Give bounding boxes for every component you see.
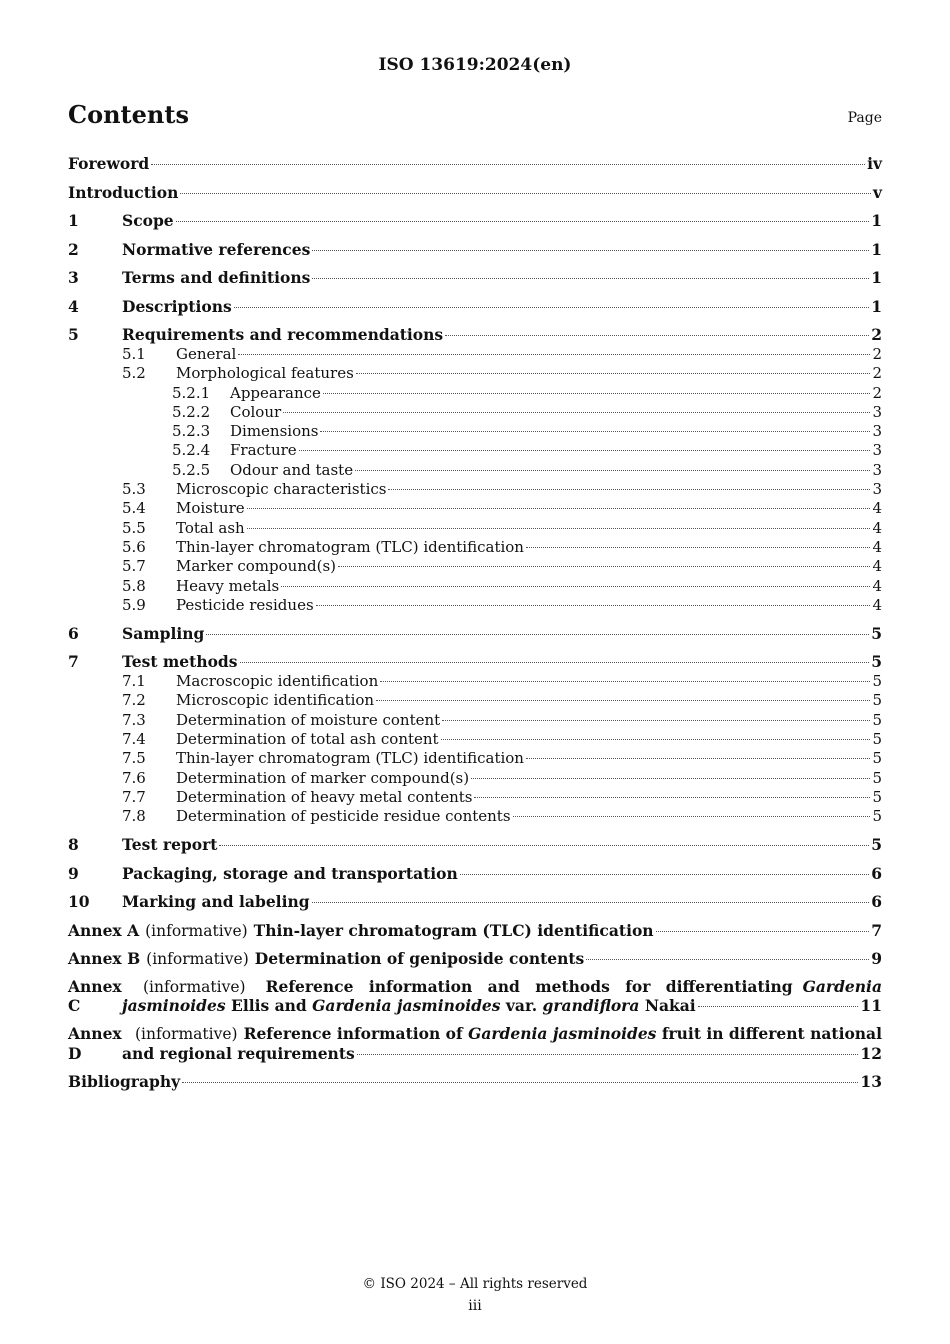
dot-leader <box>586 959 869 960</box>
toc-entry-number: 5.2.1 <box>172 383 211 402</box>
dot-leader <box>513 816 871 817</box>
toc-entry-number: 10 <box>68 892 90 912</box>
annex-title-italic: Gardenia <box>802 976 882 996</box>
toc-entry-number: 7 <box>68 652 79 672</box>
dot-leader <box>526 758 870 759</box>
toc-entry-title: Total ash <box>176 518 245 537</box>
toc-entry-title: Macroscopic identification <box>176 672 379 691</box>
toc-entry[interactable] <box>68 835 882 855</box>
toc-entry-number: 5.2.4 <box>172 441 211 460</box>
toc-entry-page: 2 <box>872 345 882 363</box>
dot-leader <box>471 778 870 779</box>
toc-entry-number: 5 <box>68 325 79 344</box>
toc-entry-number: 7.5 <box>122 749 146 768</box>
toc-entry-number: 5.2.5 <box>172 460 211 479</box>
toc-entry-title: Packaging, storage and transportation <box>122 863 458 883</box>
dot-leader <box>312 278 869 279</box>
toc-entry-number: 6 <box>68 623 79 643</box>
toc-entry-page: 2 <box>872 383 882 402</box>
toc-entry-number: 5.1 <box>122 345 146 363</box>
toc-entry-page: 3 <box>872 422 882 441</box>
toc-entry-page: 5 <box>872 749 882 768</box>
toc-entry-number: 3 <box>68 268 79 287</box>
annex-title-cont: and regional requirements <box>122 1043 355 1063</box>
annex-title: Reference information and methods for differentiating <box>265 976 793 996</box>
toc-entry-number: 5.8 <box>122 576 146 595</box>
toc-entry-number: 5.4 <box>122 499 146 518</box>
toc-entry-page: 1 <box>871 296 882 316</box>
toc-entry-number: 5.7 <box>122 557 146 576</box>
toc-entry[interactable] <box>68 557 882 576</box>
document-id: ISO 13619:2024(en) <box>378 55 572 75</box>
toc-entry-annex-a[interactable] <box>68 921 882 941</box>
toc-entry[interactable] <box>68 691 882 710</box>
dot-leader <box>376 700 870 701</box>
toc-entry[interactable] <box>68 480 882 499</box>
toc-entry-page: 5 <box>871 652 882 672</box>
dot-leader <box>219 845 869 846</box>
toc-entry-page: 2 <box>872 364 882 383</box>
toc-entry-title: Appearance <box>230 383 321 402</box>
toc-entry[interactable] <box>68 422 882 441</box>
annex-informative: (informative) <box>134 1025 238 1044</box>
toc-entry[interactable] <box>68 577 882 596</box>
toc-entry[interactable] <box>68 892 882 912</box>
toc-entry-page: 4 <box>872 537 882 556</box>
toc-entry-page: 4 <box>872 576 882 595</box>
toc-entry-number: 7.2 <box>122 691 146 710</box>
toc-entry[interactable] <box>68 211 882 231</box>
annex-page: 9 <box>871 948 882 968</box>
annex-title-cont: jasminoides Ellis and Gardenia jasminoides var. grandiflora Nakai <box>122 996 696 1016</box>
toc-entry[interactable] <box>68 730 882 749</box>
toc-entry[interactable] <box>68 325 882 345</box>
toc-entry-title: Fracture <box>230 441 297 460</box>
toc-entry-number: 2 <box>68 239 79 259</box>
table-of-contents <box>68 152 882 1092</box>
toc-entry-number: 8 <box>68 835 79 855</box>
dot-leader <box>355 470 870 471</box>
toc-entry-title: Marking and labeling <box>122 892 310 912</box>
dot-leader <box>206 634 869 635</box>
dot-leader <box>240 662 870 663</box>
toc-entry[interactable] <box>68 864 882 884</box>
toc-entry-page: 6 <box>871 863 882 883</box>
toc-entry-title: Test report <box>122 835 218 855</box>
toc-entry-bibliography[interactable] <box>68 1072 882 1092</box>
dot-leader <box>442 720 870 721</box>
toc-entry-title: Descriptions <box>122 296 232 316</box>
toc-entry-title: Determination of pesticide residue contents <box>176 807 511 826</box>
toc-entry-number: 5.9 <box>122 595 146 614</box>
dot-leader <box>460 874 869 875</box>
copyright-footer: © ISO 2024 – All rights reserved <box>362 1276 588 1292</box>
dot-leader <box>312 250 869 251</box>
toc-entry-title: Odour and taste <box>230 460 354 479</box>
toc-entry-page: 2 <box>871 325 882 344</box>
toc-entry-page: 5 <box>872 787 882 806</box>
dot-leader <box>526 547 870 548</box>
toc-entry-page: 3 <box>872 441 882 460</box>
dot-leader <box>180 193 871 194</box>
toc-entry-page: 6 <box>871 892 882 912</box>
toc-entry-number: 5.6 <box>122 537 146 556</box>
toc-entry-annex-c[interactable] <box>68 977 882 1016</box>
toc-entry-title: General <box>176 345 237 363</box>
annex-title: Reference information of Gardenia jasminoides fruit in different national <box>243 1024 882 1044</box>
toc-entry-number: 7.1 <box>122 672 146 691</box>
toc-entry-title: Introduction <box>68 182 179 202</box>
toc-entry[interactable] <box>68 183 882 203</box>
toc-entries <box>68 154 882 912</box>
toc-entry-annex-b[interactable] <box>68 949 882 969</box>
toc-entry-number: 7.4 <box>122 730 146 749</box>
toc-entry-page: 4 <box>872 499 882 518</box>
toc-entry-title: Determination of marker compound(s) <box>176 768 470 787</box>
dot-leader <box>299 450 871 451</box>
dot-leader <box>338 566 870 567</box>
dot-leader <box>234 307 869 308</box>
dot-leader <box>320 431 870 432</box>
toc-entry-page: 5 <box>871 835 882 855</box>
dot-leader <box>182 1082 858 1083</box>
toc-entry[interactable] <box>68 268 882 288</box>
annex-page: 11 <box>860 996 882 1016</box>
toc-entry-number: 5.5 <box>122 518 146 537</box>
toc-entry[interactable] <box>68 441 882 460</box>
dot-leader <box>247 528 871 529</box>
dot-leader <box>441 739 871 740</box>
toc-entry-page: 5 <box>872 807 882 826</box>
annex-page: 12 <box>860 1043 882 1063</box>
toc-entry[interactable] <box>68 538 882 557</box>
toc-entry-title: Morphological features <box>176 364 354 383</box>
toc-entry-title: Bibliography <box>68 1071 181 1091</box>
toc-entry[interactable] <box>68 240 882 260</box>
contents-heading: Contents <box>68 100 189 129</box>
dot-leader <box>656 931 870 932</box>
dot-leader <box>151 164 865 165</box>
annex-label: Annex D <box>68 1024 122 1063</box>
annex-page: 7 <box>871 920 882 940</box>
dot-leader <box>445 335 869 336</box>
toc-entry-title: Heavy metals <box>176 576 280 595</box>
toc-entry-title: Moisture <box>176 499 245 518</box>
dot-leader <box>238 354 870 355</box>
toc-entry[interactable] <box>68 384 882 403</box>
toc-entry[interactable] <box>68 499 882 518</box>
toc-entry-title: Test methods <box>122 652 238 672</box>
toc-entry[interactable] <box>68 788 882 807</box>
toc-entry-title: Microscopic characteristics <box>176 480 387 499</box>
toc-entry-title: Normative references <box>122 239 311 259</box>
dot-leader <box>356 373 871 374</box>
annex-label: Annex C <box>68 976 122 1016</box>
toc-entry[interactable] <box>68 624 882 644</box>
annex-title: Thin-layer chromatogram (TLC) identification <box>253 920 654 940</box>
toc-entry-number: 9 <box>68 863 79 883</box>
toc-entry-annex-d[interactable] <box>68 1024 882 1063</box>
toc-entry[interactable] <box>68 154 882 174</box>
page-number: iii <box>468 1298 482 1314</box>
toc-entry-title: Pesticide residues <box>176 595 314 614</box>
toc-entry-title: Requirements and recommendations <box>122 325 444 344</box>
page-column-label: Page <box>847 110 882 126</box>
annex-informative: (informative) <box>145 921 248 940</box>
toc-entry-title: Microscopic identification <box>176 691 375 710</box>
toc-entry-page: 13 <box>860 1071 882 1091</box>
dot-leader <box>247 508 871 509</box>
toc-entry-title: Colour <box>230 402 282 421</box>
annex-label: Annex A <box>68 920 140 940</box>
toc-entry-title: Determination of heavy metal contents <box>176 787 473 806</box>
toc-entry-title: Thin-layer chromatogram (TLC) identification <box>176 537 524 556</box>
toc-entry-page: 4 <box>872 595 882 614</box>
dot-leader <box>281 586 870 587</box>
toc-entry-number: 1 <box>68 211 79 230</box>
toc-entry[interactable] <box>68 461 882 480</box>
toc-entry-page: iv <box>867 154 882 173</box>
toc-entry-title: Sampling <box>122 623 205 643</box>
dot-leader <box>283 412 870 413</box>
dot-leader <box>380 681 870 682</box>
toc-entry-page: 3 <box>872 402 882 421</box>
toc-entry[interactable] <box>68 596 882 615</box>
toc-entry-page: 5 <box>872 710 882 729</box>
toc-entry-page: 5 <box>872 672 882 691</box>
dot-leader <box>176 221 870 222</box>
dot-leader <box>357 1054 859 1055</box>
toc-entry[interactable] <box>68 364 882 383</box>
toc-entry-title: Foreword <box>68 154 150 173</box>
dot-leader <box>316 605 871 606</box>
dot-leader <box>474 797 870 798</box>
toc-entry-title: Thin-layer chromatogram (TLC) identification <box>176 749 524 768</box>
dot-leader <box>312 902 870 903</box>
toc-entry-title: Marker compound(s) <box>176 557 336 576</box>
toc-entry[interactable] <box>68 711 882 730</box>
toc-entry-page: 1 <box>871 268 882 287</box>
toc-entry[interactable] <box>68 749 882 768</box>
toc-entry-page: 4 <box>872 518 882 537</box>
toc-entry-page: 4 <box>872 557 882 576</box>
toc-entry-number: 7.3 <box>122 710 146 729</box>
dot-leader <box>698 1006 859 1007</box>
annex-title: Determination of geniposide contents <box>254 948 585 968</box>
toc-entry-page: 5 <box>872 730 882 749</box>
annex-informative: (informative) <box>146 949 249 968</box>
toc-entry-page: 5 <box>872 768 882 787</box>
toc-entry[interactable] <box>68 672 882 691</box>
dot-leader <box>388 489 870 490</box>
toc-entry-page: 5 <box>872 691 882 710</box>
toc-entry[interactable] <box>68 519 882 538</box>
toc-entry-number: 5.3 <box>122 480 146 499</box>
toc-entry-number: 5.2.2 <box>172 402 211 421</box>
toc-entry[interactable] <box>68 403 882 422</box>
toc-entry-page: v <box>872 182 882 202</box>
toc-entry[interactable] <box>68 345 882 364</box>
toc-entry-page: 3 <box>872 460 882 479</box>
toc-entry-page: 5 <box>871 623 882 643</box>
toc-entry-number: 7.8 <box>122 807 146 826</box>
dot-leader <box>323 393 871 394</box>
toc-entry-number: 5.2 <box>122 364 146 383</box>
toc-entry-title: Dimensions <box>230 422 319 441</box>
toc-entry-page: 3 <box>872 480 882 499</box>
annex-informative: (informative) <box>143 977 246 996</box>
toc-entry-title: Determination of moisture content <box>176 710 441 729</box>
toc-entry-title: Terms and definitions <box>122 268 311 287</box>
toc-entry-number: 7.7 <box>122 787 146 806</box>
toc-entry-number: 5.2.3 <box>172 422 211 441</box>
toc-entry[interactable] <box>68 769 882 788</box>
toc-entry[interactable] <box>68 807 882 826</box>
toc-entry-page: 1 <box>871 211 882 230</box>
annex-label: Annex B <box>68 948 141 968</box>
toc-entry-title: Determination of total ash content <box>176 730 439 749</box>
toc-entry[interactable] <box>68 652 882 672</box>
toc-entry[interactable] <box>68 297 882 317</box>
toc-entry-number: 7.6 <box>122 768 146 787</box>
toc-entry-page: 1 <box>871 239 882 259</box>
toc-entry-title: Scope <box>122 211 174 230</box>
toc-entry-number: 4 <box>68 296 79 316</box>
